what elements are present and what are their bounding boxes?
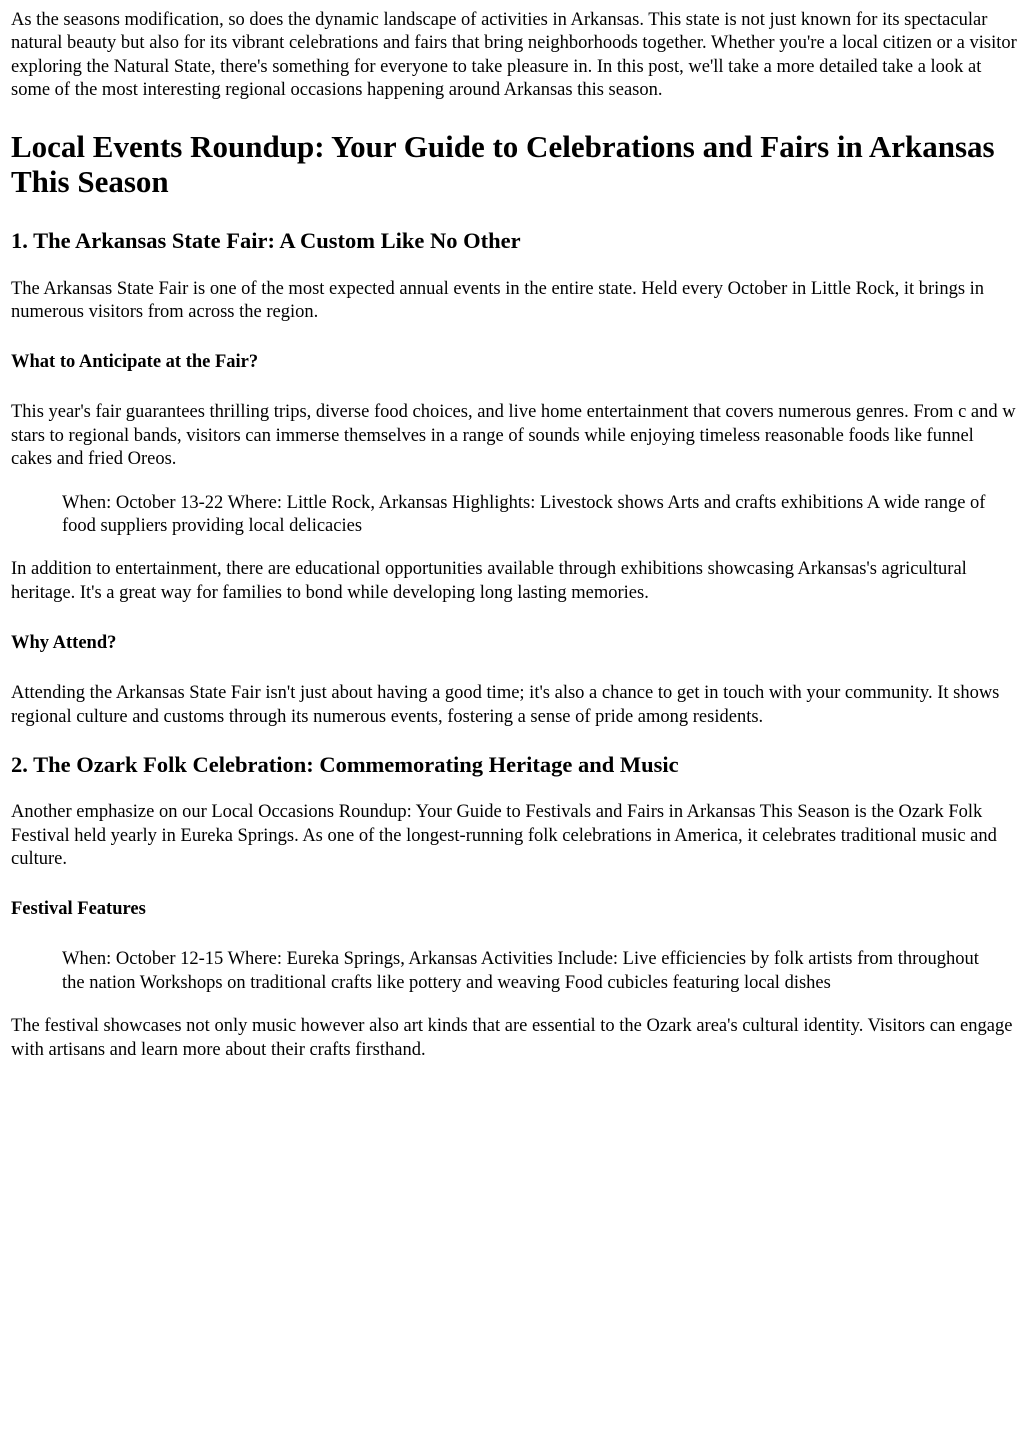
section-2-event-details: When: October 12-15 Where: Eureka Springs, Arkansas Activities Include: Live efficiencies by folk artists from throughout the nation Workshops on traditional crafts like pottery and weaving Food cubicles featuring local dishes — [62, 949, 979, 993]
intro-paragraph: As the seasons modification, so does the dynamic landscape of activities in Arkansas. This state is not just known for its spectacular natural beauty but also for its vibrant celebrations and fairs that bring neighborhoods together. Whether you're a local citizen or a visitor exploring the Natural State, there's something for everyone to take pleasure in. In this post, we'll take a more detailed take a look at some of the most interesting regional occasions happening around Arkansas this season. — [11, 10, 1017, 101]
section-1-paragraph-3: In addition to entertainment, there are educational opportunities available through exhibitions showcasing Arkansas's agricultural heritage. It's a great way for families to bond while developing long lasting memories. — [11, 559, 967, 603]
section-1-heading: 1. The Arkansas State Fair: A Custom Like No Other — [11, 227, 521, 253]
section-1-paragraph-4: Attending the Arkansas State Fair isn't just about having a good time; it's also a chance to get in touch with your community. It shows regional culture and customs through its numerous events, fostering a sense of pride among residents. — [11, 683, 1000, 727]
section-1-paragraph-1: The Arkansas State Fair is one of the most expected annual events in the entire state. Held every October in Little Rock, it brings in numerous visitors from across the region. — [11, 278, 985, 323]
section-1-subheading-why-attend: Why Attend? — [11, 633, 117, 654]
section-2-subheading-features: Festival Features — [11, 899, 146, 920]
section-2-heading: 2. The Ozark Folk Celebration: Commemorating Heritage and Music — [11, 752, 679, 778]
section-2-paragraph-2: The festival showcases not only music however also art kinds that are essential to the Ozark area's cultural identity. Visitors can engage with artisans and learn more about their crafts firsthand. — [11, 1016, 1013, 1060]
section-2-paragraph-1: Another emphasize on our Local Occasions Roundup: Your Guide to Festivals and Fairs in Arkansas This Season is the Ozark Folk Festival held yearly in Eureka Springs. As one of the longest-running folk celebrations in America, it celebrates traditional music and culture. — [11, 802, 997, 869]
article — [11, 0, 1017, 1062]
section-1-subheading-anticipate: What to Anticipate at the Fair? — [11, 352, 259, 373]
page-title: Local Events Roundup: Your Guide to Celebrations and Fairs in Arkansas This Season — [11, 128, 995, 199]
section-1-event-details: When: October 13-22 Where: Little Rock, Arkansas Highlights: Livestock shows Arts and crafts exhibitions A wide range of food suppliers providing local delicacies — [62, 492, 986, 537]
section-1-paragraph-2: This year's fair guarantees thrilling trips, diverse food choices, and live home entertainment that covers numerous genres. From c and w stars to regional bands, visitors can immerse themselves in a range of sounds while enjoying timeless reasonable foods like funnel cakes and fried Oreos. — [11, 402, 1016, 470]
